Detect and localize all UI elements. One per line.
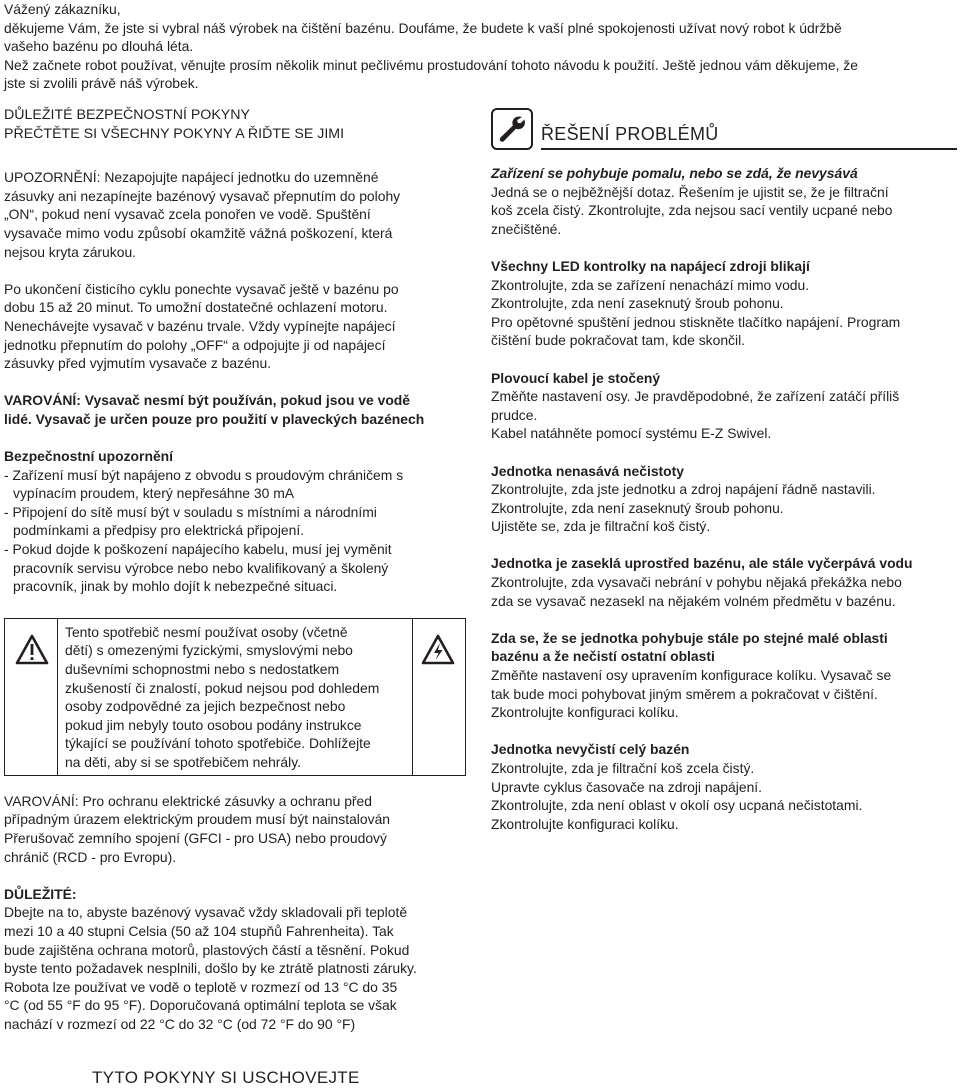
safety-subheading: PŘEČTĚTE SI VŠECHNY POKYNY A ŘIĎTE SE JIMI (4, 125, 345, 142)
list-item: - Zařízení musí být napájeno z obvodu s proudovým chráničem s (4, 466, 404, 483)
trouble-heading: Jednotka nevyčistí celý bazén (491, 741, 690, 758)
trouble-section: Zda se, že se jednotka pohybuje stále po stejné malé oblasti bazénu a že nečistí ostatní oblasti Změňte nastavení osy upravením konfigurace kolíku. Vysavač se tak bude moci pohybovat jiným směrem a pokračovat v čištění. Zkontrolujte konfiguraci kolíku. (491, 629, 957, 722)
trouble-heading: Jednotka nenasává nečistoty (491, 462, 685, 479)
important-title: DŮLEŽITÉ: (4, 885, 77, 902)
trouble-section: Zařízení se pohybuje pomalu, nebo se zdá, že nevysává Jedná se o nejběžnější dotaz. Řešením je ujistit se, že je filtrační koš zcela čistý. Zkontrolujte, zda nejsou sací ventily ucpané nebo znečištěné. (491, 164, 957, 238)
notice-title: Bezpečnostní upozornění (4, 448, 174, 465)
trouble-heading: bazénu a že nečistí ostatní oblasti (491, 648, 715, 665)
trouble-section: Jednotka je zaseklá uprostřed bazénu, ale stále vyčerpává vodu Zkontrolujte, zda vysavači nebrání v pohybu nějaká překážka nebo zda se vysavač nezasekl na nějakém volném předmětu v bazénu. (491, 554, 957, 610)
trouble-heading: Plovoucí kabel je stočený (491, 369, 661, 386)
electric-hazard-icon (421, 633, 455, 667)
box-divider (412, 619, 413, 775)
troubleshooting-column (491, 100, 957, 833)
intro-line: jste si zvolili právě náš výrobek. (4, 75, 199, 92)
troubleshooting-header (491, 100, 957, 150)
children-warning-box (4, 618, 466, 776)
wrench-icon (491, 108, 533, 150)
list-item: - Pokud dojde k poškození napájecího kabelu, musí jej vyměnit (4, 541, 392, 558)
notice-list: - Zařízení musí být napájeno z obvodu s proudovým chráničem s vypínacím proudem, který nepřesáhne 30 mA - Připojení do sítě musí být v souladu s místními a národními podmínkami a předpisy pro elektrická připojení. - Pokud dojde k poškození napájecího kabelu, musí jej vyměnit pracovník servisu výrobce nebo nebo kvalifikovaný a školený pracovník, jinak by mohlo dojít k nebezpečné situaci. (4, 466, 466, 596)
intro-line: vašeho bazénu po dlouhá léta. (4, 38, 194, 55)
after-cycle-paragraph: Po ukončení čisticího cyklu ponechte vysavač ještě v bazénu po dobu 15 až 20 minut. To umožní dostatečné ochlazení motoru. Nenechávejte vysavač v bazénu trvale. Vždy vypínejte napájecí jednotku přepnutím do polohy „OFF“ a odpojujte ji od napájecí zásuvky před vyjmutím vysavače z bazénu. (4, 280, 399, 372)
box-text: Tento spotřebič nesmí používat osoby (včetně dětí) s omezenými fyzickými, smyslovými nebo duševními schopnostmi nebo s nedostatkem zkušeností či znalostí, pokud nejsou pod dohledem osoby zodpovědné za jejich bezpečnost nebo pokud jim nebyly touto osobou podány instrukce týkající se používání tohoto spotřebiče. Dohlížejte na děti, aby si se spotřebičem nehrály. (65, 623, 380, 770)
keep-instructions: TYTO POKYNY SI USCHOVEJTE (92, 1068, 360, 1087)
list-item: - Připojení do sítě musí být v souladu s místními a národními (4, 503, 377, 520)
trouble-section: Jednotka nevyčistí celý bazén Zkontrolujte, zda je filtrační koš zcela čistý. Upravte cyklus časovače na zdroji napájení. Zkontrolujte, zda není oblast v okolí osy ucpaná nečistotami. Zkontrolujte konfiguraci kolíku. (491, 740, 957, 833)
important-text: Dbejte na to, abyste bazénový vysavač vždy skladovali při teplotě mezi 10 a 40 stupni Celsia (50 až 104 stupňů Fahrenheita). Tak bude zajištěna ochrana motorů, plastových částí a těsnění. Pokud byste tento požadavek nesplnili, došlo by ke ztrátě platnosti záruky. Robota lze používat ve vodě o teplotě v rozmezí od 13 °C do 35 °C (od 55 °F do 95 °F). Doporučovaná optimální teplota se však nachází v rozmezí od 22 °C do 32 °C (od 72 °F do 90 °F) (4, 904, 417, 1032)
trouble-heading: Jednotka je zaseklá uprostřed bazénu, ale stále vyčerpává vodu (491, 555, 913, 572)
warning-triangle-icon (15, 633, 49, 667)
trouble-heading: Všechny LED kontrolky na napájecí zdroji blikají (491, 257, 810, 274)
greeting: Vážený zákazníku, (4, 1, 121, 17)
caution-paragraph: UPOZORNĚNÍ: Nezapojujte napájecí jednotku do uzemněné zásuvky ani nezapínejte bazénový vysavač přepnutím do polohy „ON“, pokud není vysavač zcela ponořen ve vodě. Spuštění vysavače mimo vodu způsobí okamžitě vážná poškození, která nejsou kryta zárukou. (4, 169, 401, 260)
trouble-heading: Zda se, že se jednotka pohybuje stále po stejné malé oblasti (491, 629, 888, 646)
trouble-section: Plovoucí kabel je stočený Změňte nastavení osy. Je pravděpodobné, že zařízení zatáčí příliš prudce. Kabel natáhněte pomocí systému E-Z Swivel. (491, 369, 957, 443)
rcd-warning: VAROVÁNÍ: Pro ochranu elektrické zásuvky a ochranu před případným úrazem elektrickým proudem musí být nainstalován Přerušovač zemního spojení (GFCI - pro USA) nebo proudový chránič (RCD - pro Evropu). (4, 792, 391, 865)
troubleshooting-title: ŘEŠENÍ PROBLÉMŮ (541, 122, 957, 150)
box-divider (57, 619, 58, 775)
trouble-heading: Zařízení se pohybuje pomalu, nebo se zdá, že nevysává (491, 165, 858, 181)
safety-column (4, 106, 466, 1034)
intro-line: děkujeme Vám, že jste si vybral náš výrobek na čištění bazénu. Doufáme, že budete k vaší plné spokojenosti užívat nový robot k údržbě (4, 19, 842, 36)
safety-heading: DŮLEŽITÉ BEZPEČNOSTNÍ POKYNY (4, 107, 250, 123)
trouble-section: Jednotka nenasává nečistoty Zkontrolujte, zda jste jednotku a zdroj napájení řádně nastavili. Zkontrolujte, zda není zaseknutý šroub pohonu. Ujistěte se, zda je filtrační koš čistý. (491, 462, 957, 536)
warning-people: VAROVÁNÍ: Vysavač nesmí být používán, pokud jsou ve vodě lidé. Vysavač je určen pouze pro použití v plaveckých bazénech (4, 392, 425, 427)
trouble-section: Všechny LED kontrolky na napájecí zdroji blikají Zkontrolujte, zda se zařízení nenachází mimo vodu. Zkontrolujte, zda není zaseknutý šroub pohonu. Pro opětovné spuštění jednou stiskněte tlačítko napájení. Program čištění bude pokračovat tam, kde skončil. (491, 257, 957, 350)
intro (4, 0, 956, 93)
intro-line: Než začnete robot používat, věnujte prosím několik minut pečlivému prostudování tohoto návodu k použití. Ještě jednou vám děkujeme, že (4, 56, 858, 73)
